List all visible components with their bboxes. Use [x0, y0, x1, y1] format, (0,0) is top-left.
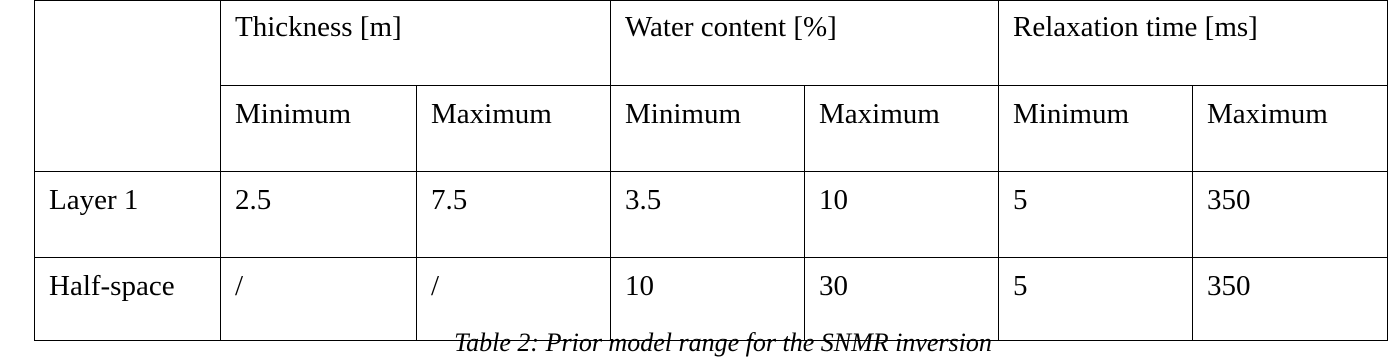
group-header-water-content: Water content [%]: [611, 1, 999, 86]
table-cell: 5: [999, 172, 1193, 258]
table-cell: 2.5: [221, 172, 417, 258]
table-cell: 350: [1193, 258, 1388, 341]
table-cell: 7.5: [417, 172, 611, 258]
sub-header-cell: Maximum: [417, 86, 611, 172]
table-row: [35, 172, 1388, 258]
table-cell: 10: [611, 258, 805, 341]
table-caption: Table 2: Prior model range for the SNMR inversion: [454, 328, 992, 357]
row-label: Half-space: [35, 258, 221, 341]
group-header-relaxation-time: Relaxation time [ms]: [999, 1, 1388, 86]
table-cell: 350: [1193, 172, 1388, 258]
table-cell: /: [417, 258, 611, 341]
sub-header-cell: Minimum: [999, 86, 1193, 172]
table-cell: 30: [805, 258, 999, 341]
corner-cell: [35, 1, 221, 172]
sub-header-cell: Maximum: [805, 86, 999, 172]
sub-header-row: [35, 86, 1388, 172]
sub-header-cell: Maximum: [1193, 86, 1388, 172]
group-header-thickness: Thickness [m]: [221, 1, 611, 86]
group-header-row: [35, 1, 1388, 86]
sub-header-cell: Minimum: [221, 86, 417, 172]
table-cell: 10: [805, 172, 999, 258]
sub-header-cell: Minimum: [611, 86, 805, 172]
row-label: Layer 1: [35, 172, 221, 258]
table-cell: 3.5: [611, 172, 805, 258]
data-table: [34, 0, 1388, 341]
parameter-range-table: [34, 0, 1387, 341]
table-cell: /: [221, 258, 417, 341]
table-cell: 5: [999, 258, 1193, 341]
